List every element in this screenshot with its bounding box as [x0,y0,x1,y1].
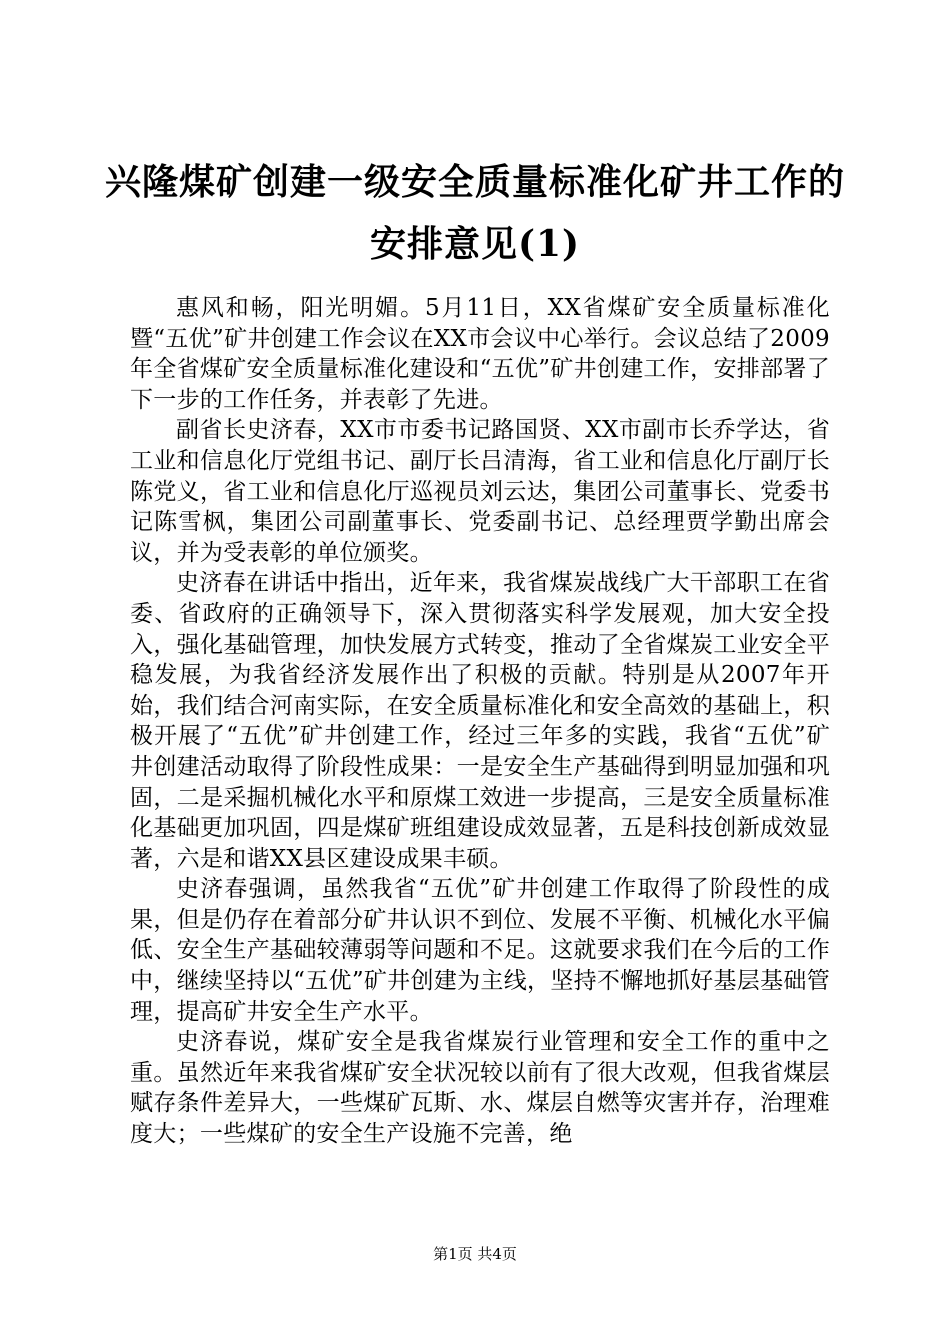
document-body [130,293,830,1150]
paragraph-5: 史济春说，煤矿安全是我省煤炭行业管理和安全工作的重中之重。虽然近年来我省煤矿安全状况较以前有了很大改观，但我省煤层赋存条件差异大，一些煤矿瓦斯、水、煤层自燃等灾害并存，治理难度大；一些煤矿的安全生产设施不完善，绝 [130,1029,830,1148]
paragraph-4: 史济春强调，虽然我省“五优”矿井创建工作取得了阶段性的成果，但是仍存在着部分矿井认识不到位、发展不平衡、机械化水平偏低、安全生产基础较薄弱等问题和不足。这就要求我们在今后的工作中，继续坚持以“五优”矿井创建为主线，坚持不懈地抓好基层基础管理，提高矿井安全生产水平。 [130,876,830,1025]
document-title-line-2: 安排意见(1) [369,223,581,265]
page-number-footer: 第1页 共4页 [433,1245,517,1263]
paragraph-3: 史济春在讲话中指出，近年来，我省煤炭战线广大干部职工在省委、省政府的正确领导下，深入贯彻落实科学发展观，加大安全投入，强化基础管理，加快发展方式转变，推动了全省煤炭工业安全平稳发展，为我省经济发展作出了积极的贡献。特别是从2007年开始，我们结合河南实际，在安全质量标准化和安全高效的基础上，积极开展了“五优”矿井创建工作，经过三年多的实践，我省“五优”矿井创建活动取得了阶段性成果：一是安全生产基础得到明显加强和巩固，二是采掘机械化水平和原煤工效进一步提高，三是安全质量标准化基础更加巩固，四是煤矿班组建设成效显著，五是科技创新成效显著，六是和谐XX县区建设成果丰硕。 [130,570,830,872]
paragraph-1: 惠风和畅，阳光明媚。5月11日，XX省煤矿安全质量标准化暨“五优”矿井创建工作会议在XX市会议中心举行。会议总结了2009年全省煤矿安全质量标准化建设和“五优”矿井创建工作，安排部署了下一步的工作任务，并表彰了先进。 [130,295,830,413]
document-title-line-1: 兴隆煤矿创建一级安全质量标准化矿井工作的 [104,161,845,203]
paragraph-2: 副省长史济春，XX市市委书记路国贤、XX市副市长乔学达，省工业和信息化厅党组书记、副厅长吕清海，省工业和信息化厅副厅长陈党义，省工业和信息化厅巡视员刘云达，集团公司董事长、党委书记陈雪枫，集团公司副董事长、党委副书记、总经理贾学勤出席会议，并为受表彰的单位颁奖。 [130,417,830,566]
